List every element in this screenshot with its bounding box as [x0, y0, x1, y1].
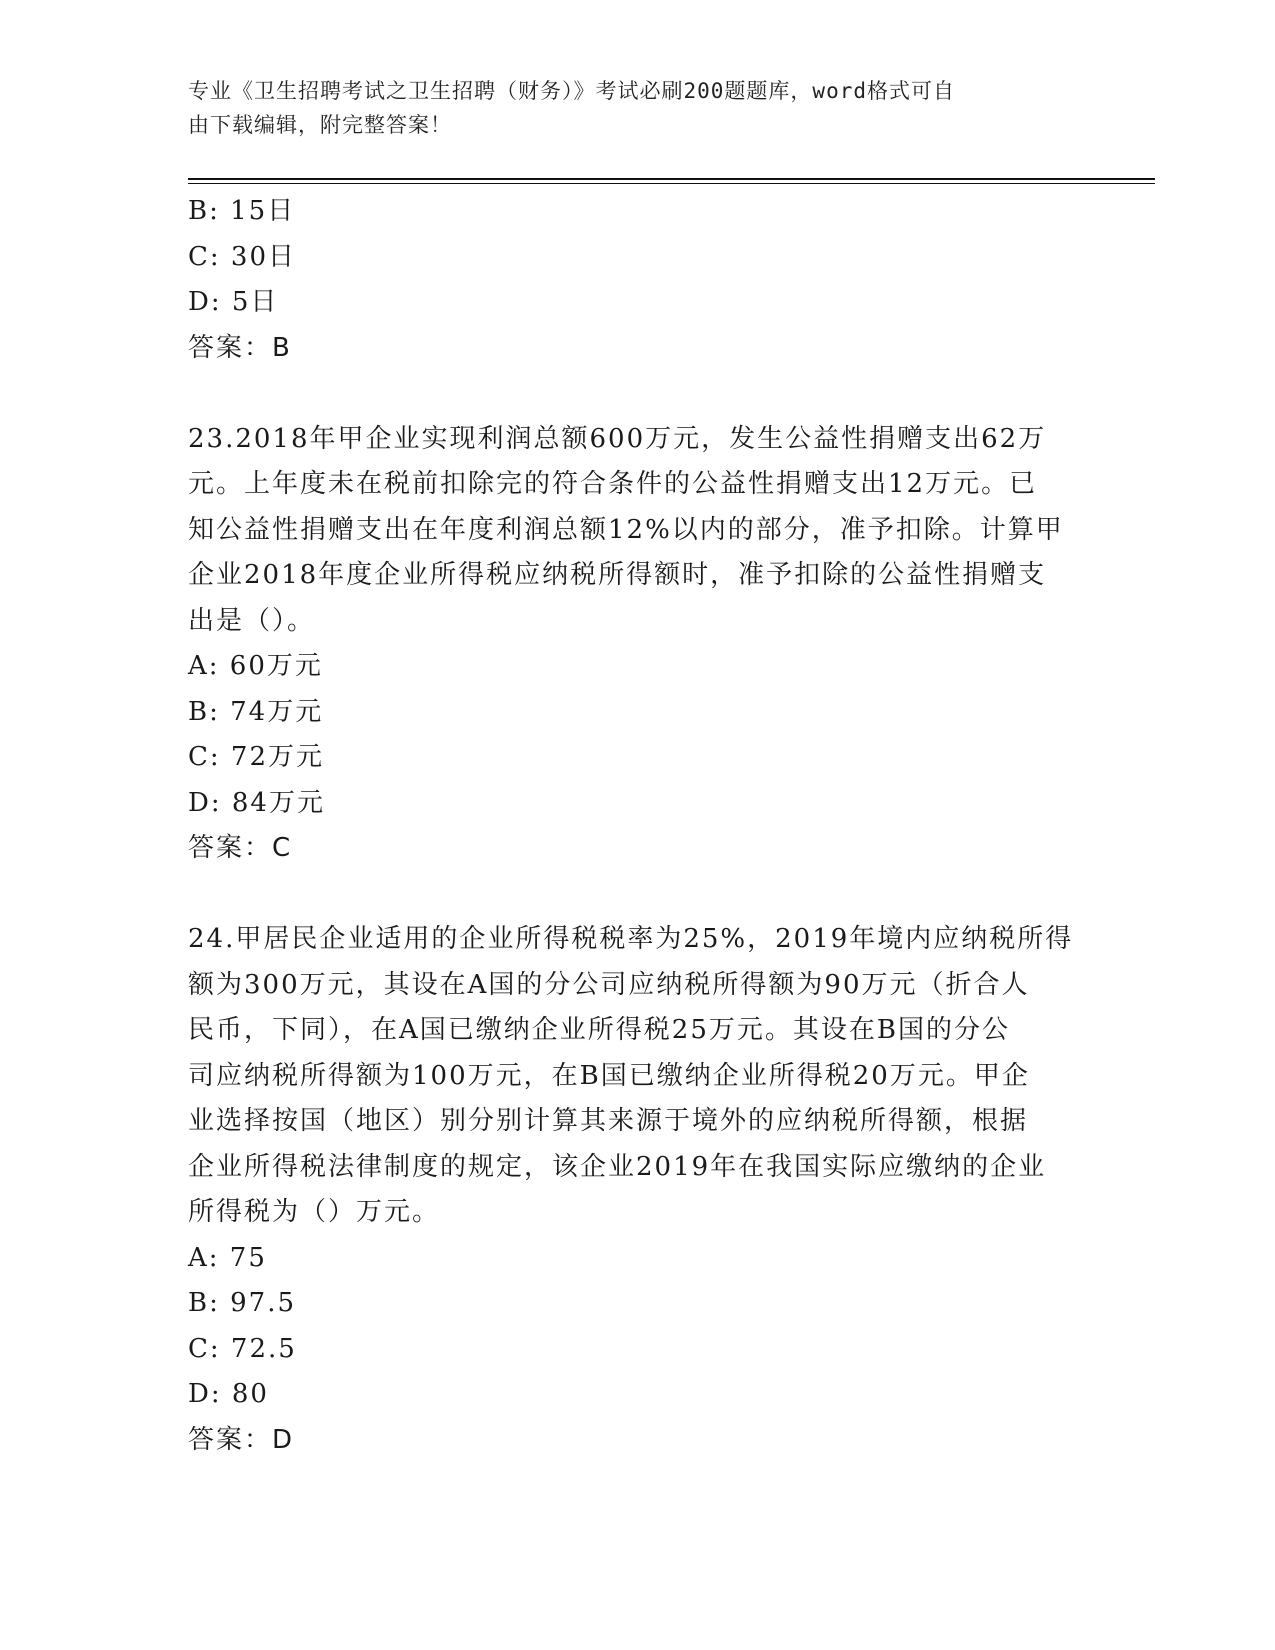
option-b: B: 97.5: [188, 1288, 297, 1318]
question-stem-line: 司应纳税所得额为100万元，在B国已缴纳企业所得税20万元。甲企: [188, 1060, 1030, 1091]
question-stem-line: 企业2018年度企业所得税应纳税所得额时，准予扣除的公益性捐赠支: [188, 560, 1047, 590]
header-line-1: 专业《卫生招聘考试之卫生招聘（财务）》考试必刷200题题库，word格式可自: [188, 79, 955, 103]
answer-line: 答案：B: [188, 332, 292, 363]
question-22-tail: [188, 189, 1088, 371]
option-c: C: 30日: [188, 241, 297, 272]
question-stem-line: 民币，下同），在A国已缴纳企业所得税25万元。其设在B国的分公: [188, 1015, 1010, 1045]
question-stem-line: 所得税为（）万元。: [188, 1197, 441, 1227]
answer-line: 答案：C: [188, 833, 293, 863]
option-a: A: 75: [188, 1242, 267, 1273]
option-c: C: 72.5: [188, 1333, 297, 1364]
question-stem-line: 出是（）。: [188, 605, 316, 636]
question-stem-line: 元。上年度未在税前扣除完的符合条件的公益性捐赠支出12万元。已: [188, 469, 1038, 499]
option-d: D: 5日: [188, 287, 279, 317]
question-stem-line: 企业所得税法律制度的规定，该企业2019年在我国实际应缴纳的企业: [188, 1151, 1047, 1182]
question-stem-line: 业选择按国（地区）别分别计算其来源于境外的应纳税所得额，根据: [188, 1106, 1029, 1136]
question-stem-line: 24.甲居民企业适用的企业所得税税率为25%，2019年境内应纳税所得: [188, 924, 1074, 954]
question-stem-line: 额为300万元，其设在A国的分公司应纳税所得额为90万元（折合人: [188, 969, 1030, 1000]
option-d: D: 84万元: [188, 787, 325, 818]
document-header: [188, 74, 1068, 142]
document-body: [188, 189, 1088, 1463]
header-rule: [188, 178, 1155, 180]
option-b: B: 15日: [188, 196, 296, 226]
question-stem-line: 知公益性捐赠支出在年度利润总额12%以内的部分，准予扣除。计算甲: [188, 514, 1064, 545]
option-b: B: 74万元: [188, 696, 324, 727]
option-a: A: 60万元: [188, 651, 323, 681]
answer-line: 答案：D: [188, 1424, 295, 1455]
spacer: [188, 371, 1088, 417]
option-d: D: 80: [188, 1379, 269, 1409]
spacer: [188, 872, 1088, 918]
header-rule-thin: [188, 183, 1155, 184]
question-stem-line: 23.2018年甲企业实现利润总额600万元，发生公益性捐赠支出62万: [188, 423, 1047, 454]
header-line-2: 由下载编辑，附完整答案！: [188, 113, 452, 137]
question-24: [188, 917, 1088, 1463]
option-c: C: 72万元: [188, 742, 325, 772]
question-23: [188, 417, 1088, 872]
